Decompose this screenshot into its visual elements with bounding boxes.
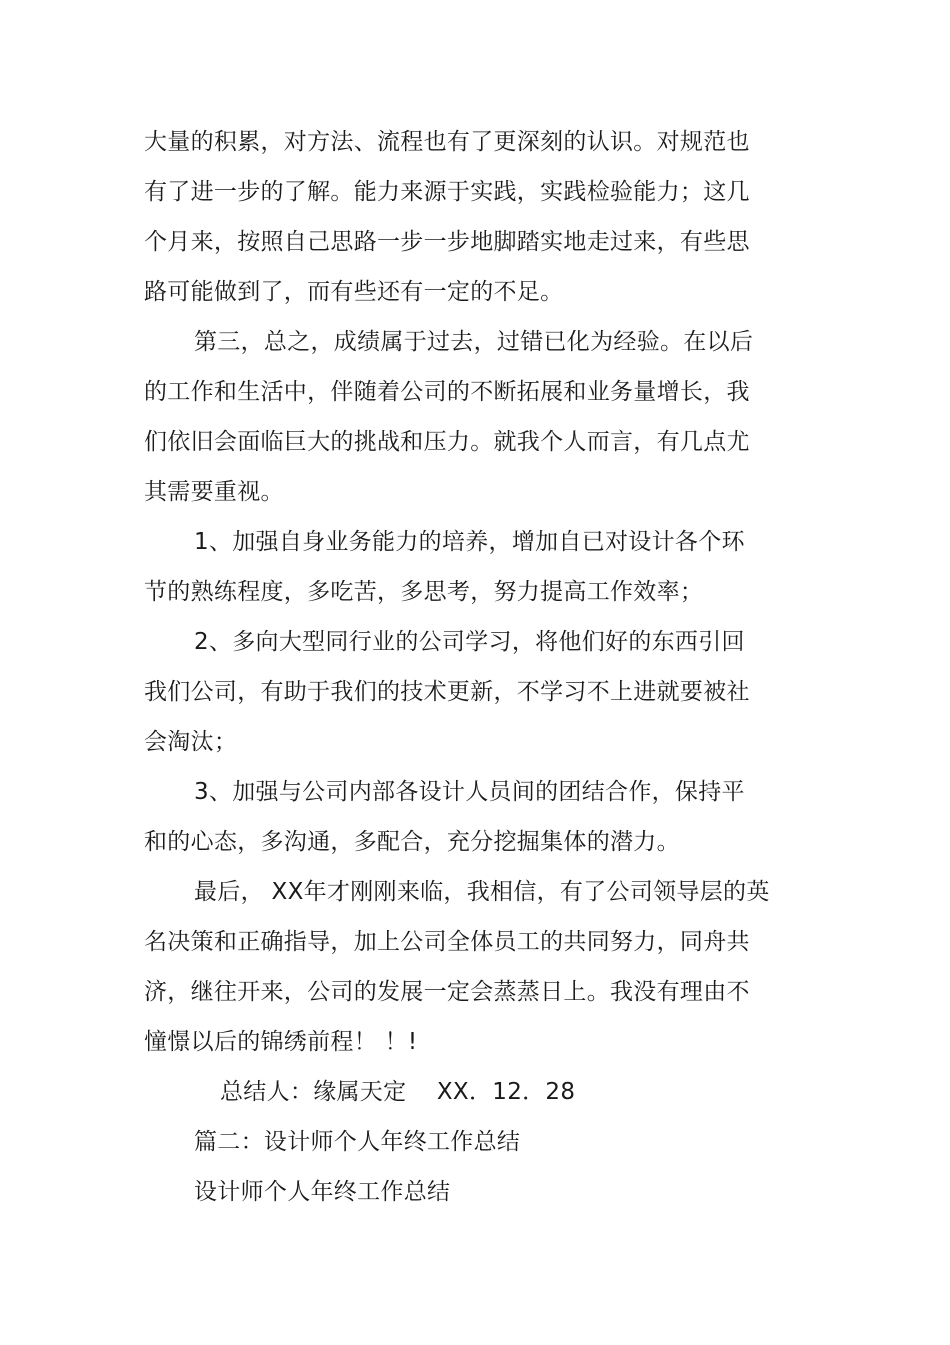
paragraph-line: 的工作和生活中，伴随着公司的不断拓展和业务量增长，我 — [144, 379, 750, 405]
list-item-line: 节的熟练程度，多吃苦，多思考，努力提高工作效率； — [144, 579, 704, 605]
paragraph-line: 大量的积累，对方法、流程也有了更深刻的认识。对规范也 — [144, 129, 750, 155]
paragraph-line: 其需要重视。 — [144, 479, 284, 505]
paragraph-line: 憧憬以后的锦绣前程！ ！! — [144, 1029, 418, 1055]
list-item-line: 会淘汰； — [144, 729, 238, 755]
list-item-line: 我们公司，有助于我们的技术更新，不学习不上进就要被社 — [144, 679, 750, 705]
section-heading: 篇二：设计师个人年终工作总结 — [194, 1129, 521, 1155]
list-item-line: 3、加强与公司内部各设计人员间的团结合作，保持平 — [194, 779, 745, 805]
paragraph-line: 个月来，按照自己思路一步一步地脚踏实地走过来，有些思 — [144, 229, 750, 255]
paragraph-line: 有了进一步的了解。能力来源于实践，实践检验能力；这几 — [144, 179, 750, 205]
list-item-line: 2、多向大型同行业的公司学习，将他们好的东西引回 — [194, 629, 745, 655]
section-title: 设计师个人年终工作总结 — [194, 1179, 451, 1205]
paragraph-line: 第三，总之，成绩属于过去，过错已化为经验。在以后 — [194, 329, 754, 355]
paragraph-line: 名决策和正确指导，加上公司全体员工的共同努力，同舟共 — [144, 929, 750, 955]
paragraph-line: 路可能做到了，而有些还有一定的不足。 — [144, 279, 564, 305]
signature-line: 总结人：缘属天定 XX．12．28 — [220, 1079, 576, 1105]
list-item-line: 1、加强自身业务能力的培养，增加自已对设计各个环 — [194, 529, 745, 555]
paragraph-line: 们依旧会面临巨大的挑战和压力。就我个人而言，有几点尤 — [144, 429, 750, 455]
list-item-line: 和的心态，多沟通，多配合，充分挖掘集体的潜力。 — [144, 829, 680, 855]
paragraph-line: 最后， XX年才刚刚来临，我相信，有了公司领导层的英 — [194, 879, 770, 905]
paragraph-line: 济，继往开来，公司的发展一定会蒸蒸日上。我没有理由不 — [144, 979, 750, 1005]
